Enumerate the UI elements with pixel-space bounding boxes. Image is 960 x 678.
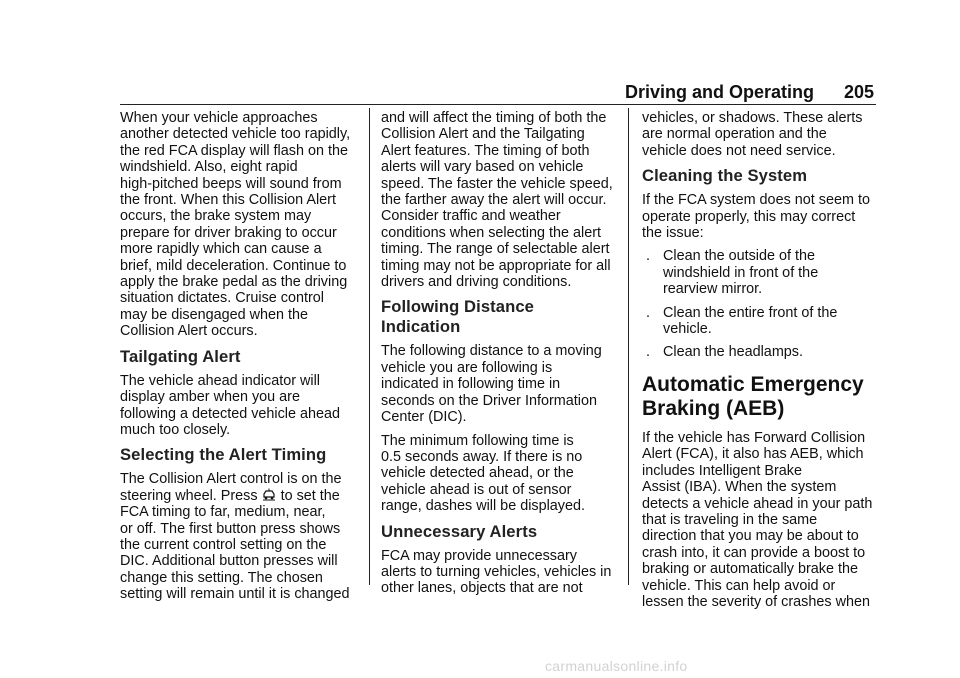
text-line: conditions when selecting the alert [381, 224, 601, 241]
text-line: display amber when you are [120, 389, 300, 406]
text-line: Collision Alert occurs. [120, 323, 258, 340]
text-line: much too closely. [120, 421, 231, 438]
timing-rest [120, 504, 360, 602]
text-fragment: steering wheel. Press [120, 487, 258, 504]
text-line: may be disengaged when the [120, 306, 309, 323]
heading-unnecessary-alerts: Unnecessary Alerts [381, 521, 538, 541]
text-line: range, dashes will be displayed. [381, 498, 585, 515]
heading-tailgating-alert: Tailgating Alert [120, 346, 241, 366]
bullet-list [642, 248, 882, 360]
text-line: Automatic Emergency [642, 372, 864, 396]
text-line: setting will remain until it is changed [120, 586, 350, 603]
heading-cleaning-system: Cleaning the System [642, 166, 808, 186]
text-line: Assist (IBA). When the system [642, 479, 837, 496]
heading-aeb [642, 373, 882, 421]
text-line: more rapidly which can cause a [120, 241, 322, 258]
column-2 [381, 110, 617, 604]
paragraph-aeb [642, 430, 882, 610]
text-line: the red FCA display will flash on the [120, 142, 348, 159]
text-line: Braking (AEB) [642, 396, 785, 420]
text-line: Consider traffic and weather [381, 208, 561, 225]
paragraph-timing-continued [381, 110, 617, 290]
text-line: Center (DIC). [381, 409, 467, 426]
heading-following-distance: Following Distance Indication [381, 297, 534, 337]
text-line: and will affect the timing of both the [381, 110, 607, 126]
text-line: vehicle you are following is [381, 359, 553, 376]
heading-alert-timing: Selecting the Alert Timing [120, 445, 327, 465]
text-line: following a detected vehicle ahead [120, 405, 341, 422]
text-line: change this setting. The chosen [120, 569, 323, 586]
text-line: 0.5 seconds away. If there is no [381, 448, 583, 465]
text-line: timing. The range of selectable alert [381, 241, 610, 258]
text-line: braking or automatically brake the [642, 561, 858, 578]
bullet-mark: . [646, 304, 650, 321]
paragraph-tailgating [120, 373, 360, 439]
text-line: vehicle ahead is out of sensor [381, 481, 572, 498]
text-line: DIC. Additional button presses will [120, 553, 338, 570]
bullet-mark: . [646, 248, 650, 265]
paragraph-following-2 [381, 433, 617, 515]
text-line: occurs, the brake system may [120, 208, 312, 225]
text-line: When your vehicle approaches [120, 110, 318, 126]
paragraph-cleaning [642, 192, 882, 241]
text-line: another detected vehicle too rapidly, [120, 126, 351, 143]
vehicle-ahead-timing-icon [262, 488, 276, 502]
paragraph-unnecessary [381, 548, 617, 597]
text-line: vehicle detected ahead, or the [381, 465, 574, 482]
bullet-mark: . [646, 344, 650, 361]
text-line: Collision Alert and the Tailgating [381, 126, 585, 143]
text-line-with-icon [120, 488, 360, 504]
paragraph-following-1 [381, 343, 617, 425]
text-line: other lanes, objects that are not [381, 580, 583, 597]
text-line: FCA timing to far, medium, near, [120, 504, 326, 521]
text-line: the issue: [642, 225, 704, 242]
text-line: indicated in following time in [381, 376, 561, 393]
text-line: the current control setting on the [120, 536, 327, 553]
text-line: vehicles, or shadows. These alerts [642, 110, 863, 126]
text-line: Clean the entire front of the [663, 304, 838, 321]
text-line: detects a vehicle ahead in your path [642, 495, 873, 512]
text-fragment: to set the [280, 487, 340, 504]
paragraph-alert-timing [120, 471, 360, 602]
text-line: alerts to turning vehicles, vehicles in [381, 563, 612, 580]
text-line: lessen the severity of crashes when [642, 593, 870, 610]
paragraph-alerts-continued [642, 110, 882, 159]
text-line: crash into, it can provide a boost to [642, 544, 866, 561]
column-divider-left [369, 108, 370, 585]
text-line: If the FCA system does not seem to [642, 192, 870, 209]
text-line: windshield in front of the [663, 264, 819, 281]
text-line: direction that you may be about to [642, 528, 859, 545]
column-1 [120, 110, 360, 610]
text-line: windshield. Also, eight rapid [120, 159, 298, 176]
text-line: vehicle. [663, 321, 712, 338]
text-line: includes Intelligent Brake [642, 462, 802, 479]
page-number: 205 [843, 82, 874, 102]
text-line: drivers and driving conditions. [381, 274, 572, 291]
text-line: prepare for driver braking to occur [120, 224, 337, 241]
column-3 [642, 110, 882, 617]
bullet-item [642, 344, 882, 360]
page-header [120, 82, 876, 105]
text-line: that is traveling in the same [642, 511, 818, 528]
text-line: The following distance to a moving [381, 343, 602, 360]
text-line: operate properly, this may correct [642, 208, 856, 225]
header-title: Driving and Operating [624, 82, 814, 102]
text-line: Clean the headlamps. [663, 344, 803, 361]
text-line: the farther away the alert will occur. [381, 192, 607, 209]
text-line: or off. The first button press shows [120, 520, 341, 537]
text-line: apply the brake pedal as the driving [120, 274, 348, 291]
text-line: The Collision Alert control is on the [120, 471, 342, 488]
text-line: The vehicle ahead indicator will [120, 372, 320, 389]
text-line: vehicle does not need service. [642, 142, 836, 159]
paragraph-collision-alert [120, 110, 360, 340]
text-line: speed. The faster the vehicle speed, [381, 175, 613, 192]
text-line: Alert (FCA), it also has AEB, which [642, 446, 864, 463]
text-line: The minimum following time is [381, 432, 574, 449]
watermark: carmanualsonline.info [545, 658, 688, 674]
bullet-item [642, 305, 882, 338]
text-line: are normal operation and the [642, 126, 827, 143]
text-line: vehicle. This can help avoid or [642, 577, 836, 594]
text-line: Alert features. The timing of both [381, 142, 590, 159]
text-line: high-pitched beeps will sound from [120, 175, 342, 192]
column-divider-right [628, 108, 629, 585]
text-line: alerts will vary based on vehicle [381, 159, 584, 176]
text-line: the front. When this Collision Alert [120, 192, 336, 209]
text-line: situation dictates. Cruise control [120, 290, 324, 307]
text-line: Clean the outside of the [663, 248, 816, 265]
text-line: timing may not be appropriate for all [381, 257, 611, 274]
text-line: FCA may provide unnecessary [381, 547, 577, 564]
text-line: rearview mirror. [663, 281, 763, 298]
text-line: seconds on the Driver Information [381, 392, 597, 409]
text-line: If the vehicle has Forward Collision [642, 429, 866, 446]
bullet-item [642, 248, 882, 297]
text-line: brief, mild deceleration. Continue to [120, 257, 347, 274]
